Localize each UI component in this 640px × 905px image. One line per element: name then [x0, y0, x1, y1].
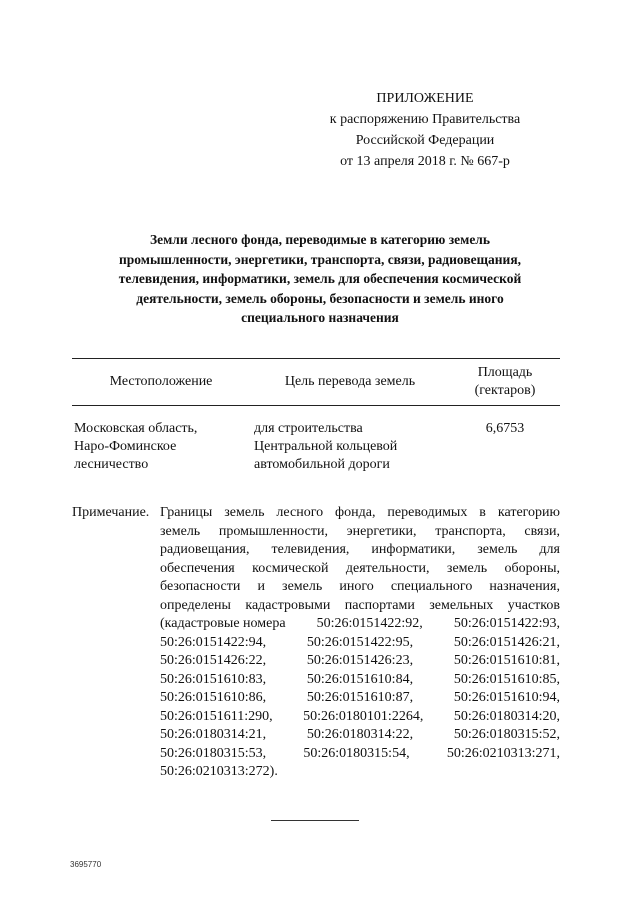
end-divider	[271, 820, 359, 821]
appendix-ref-line: Российской Федерации	[355, 133, 495, 148]
cell-location-line: лесничество	[74, 457, 149, 472]
cell-purpose-line: автомобильной дороги	[254, 457, 390, 472]
note-line: обеспечения космической деятельности, земель обороны,	[160, 560, 560, 576]
cadastral-number: 50:26:0180314:20,	[453, 708, 560, 724]
cell-area: 6,6753	[485, 421, 525, 436]
title-line: специального назначения	[241, 310, 399, 325]
note-line: земель промышленности, энергетики, транспорта, связи,	[160, 523, 560, 539]
cadastral-number: 50:26:0151610:81,	[453, 653, 560, 668]
cadastral-number: 50:26:0180314:21,	[160, 727, 267, 742]
cadastral-number: 50:26:0151610:86,	[160, 690, 267, 705]
cadastral-number: 50:26:0151426:23,	[306, 653, 414, 668]
appendix-header	[300, 88, 550, 172]
note-body	[160, 504, 560, 782]
appendix-date-number: от 13 апреля 2018 г. № 667-р	[340, 154, 510, 169]
cadastral-row	[160, 708, 560, 727]
column-header-area-line: Площадь	[477, 365, 533, 380]
title-line: промышленности, энергетики, транспорта, связи, радиовещания,	[119, 251, 521, 267]
cadastral-number: 50:26:0151610:87,	[306, 690, 414, 705]
cadastral-row	[160, 615, 560, 634]
table-row	[72, 420, 560, 480]
cadastral-number: 50:26:0151422:93,	[453, 616, 560, 631]
cell-purpose-line: Центральной кольцевой	[254, 439, 398, 454]
cell-purpose	[254, 420, 450, 474]
appendix-ref-line: к распоряжению Правительства	[329, 112, 521, 127]
note-line: безопасности и земель иного специального назначения,	[160, 579, 560, 594]
cadastral-number: 50:26:0180101:2264,	[303, 708, 424, 724]
cadastral-number: 50:26:0151422:95,	[306, 634, 414, 650]
note-line: определены кадастровыми паспортами земельных участков	[160, 597, 560, 613]
cadastral-number: 50:26:0151610:94,	[453, 690, 560, 705]
table-header	[72, 358, 560, 406]
cadastral-row	[160, 745, 560, 764]
cell-location-line: Московская область,	[74, 421, 198, 436]
cadastral-number: 50:26:0151610:85,	[453, 671, 560, 687]
cadastral-row	[160, 689, 560, 708]
cadastral-final-line: 50:26:0210313:272).	[160, 764, 278, 779]
column-header-location: Местоположение	[109, 374, 213, 389]
cell-location	[74, 420, 250, 474]
title-line: деятельности, земель обороны, безопасности и земель иного	[136, 290, 504, 306]
title-line: Земли лесного фонда, переводимые в категорию земель	[149, 232, 491, 247]
column-header-area-unit: (гектаров)	[474, 383, 536, 398]
cadastral-number: 50:26:0180315:54,	[303, 745, 410, 761]
cell-location-line: Наро-Фоминское	[74, 439, 177, 454]
cadastral-number: 50:26:0151610:83,	[160, 671, 267, 687]
cadastral-row	[160, 726, 560, 745]
cadastral-row	[160, 652, 560, 671]
cadastral-number: 50:26:0151422:94,	[160, 634, 267, 650]
cadastral-number: 50:26:0151610:84,	[306, 671, 414, 687]
note-label: Примечание.	[72, 505, 150, 520]
cell-purpose-line: для строительства	[254, 421, 363, 436]
cadastral-number: 50:26:0151422:92,	[316, 616, 423, 631]
document-title	[60, 230, 580, 328]
cadastral-number: 50:26:0151426:22,	[160, 653, 267, 668]
land-table	[72, 358, 560, 480]
cadastral-number: 50:26:0151611:290,	[160, 708, 273, 724]
column-header-area	[450, 359, 560, 405]
cadastral-number: 50:26:0210313:271,	[446, 745, 560, 761]
cadastral-row	[160, 671, 560, 690]
column-header-purpose: Цель перевода земель	[284, 374, 416, 389]
cadastral-number: 50:26:0180315:52,	[453, 727, 560, 742]
cadastral-number: (кадастровые номера	[160, 616, 286, 631]
cadastral-number: 50:26:0180314:22,	[306, 727, 414, 742]
note-line: радиовещания, телевидения, информатики, земель для	[160, 542, 560, 557]
appendix-label: ПРИЛОЖЕНИЕ	[376, 91, 474, 106]
title-line: телевидения, информатики, земель для обеспечения космической	[118, 271, 522, 286]
document-number: 3695770	[70, 860, 102, 869]
note-line: Границы земель лесного фонда, переводимых в категорию	[160, 505, 560, 520]
cadastral-number: 50:26:0151426:21,	[453, 634, 560, 650]
cadastral-row	[160, 634, 560, 653]
cadastral-number: 50:26:0180315:53,	[160, 745, 267, 761]
